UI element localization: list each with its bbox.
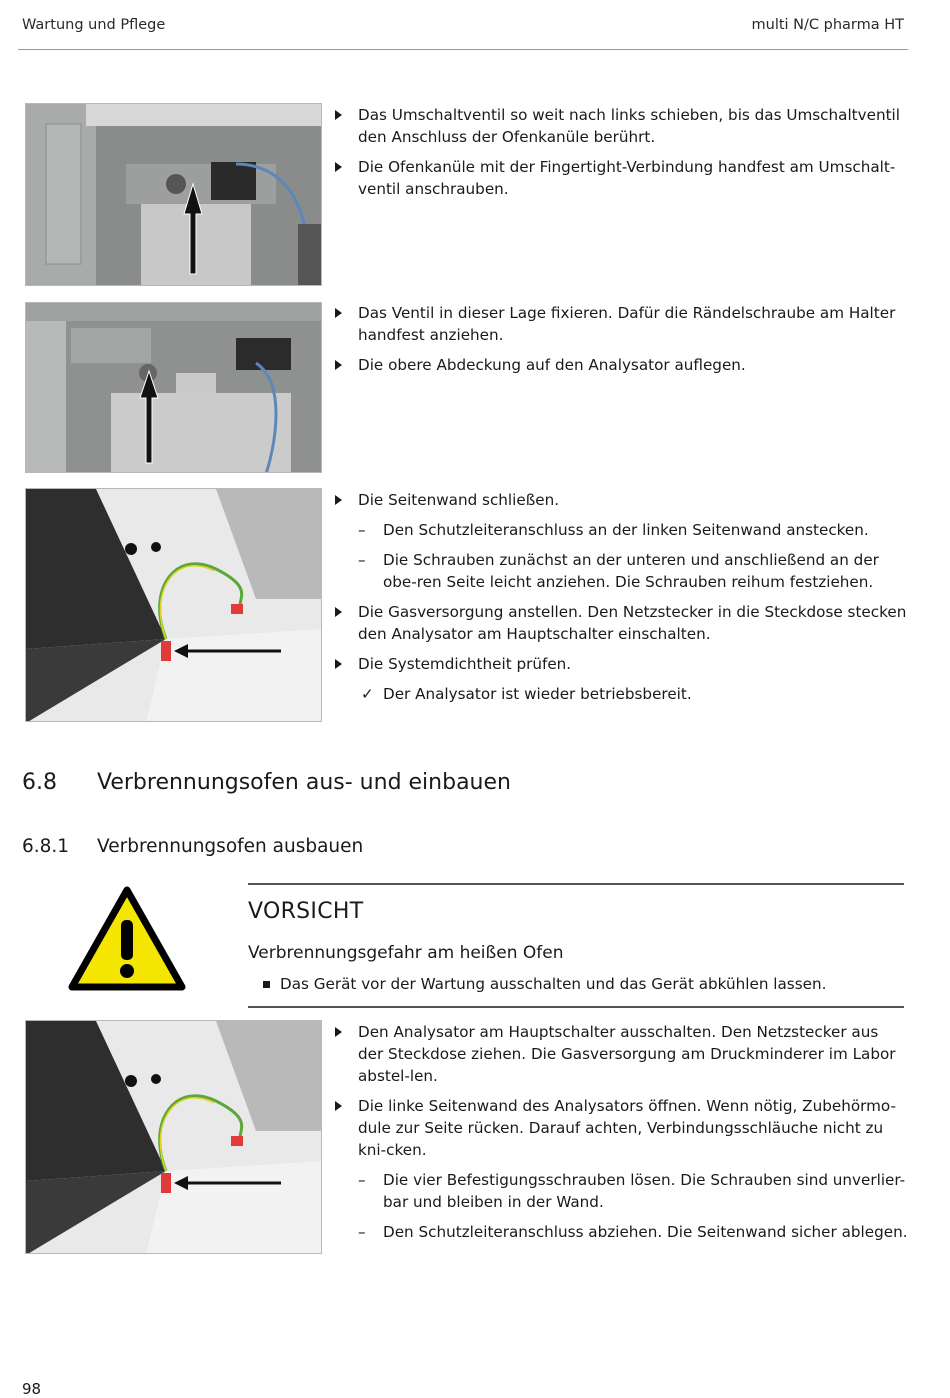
block-1 [333, 104, 908, 208]
step [333, 489, 908, 511]
warning-hazard: Verbrennungsgefahr am heißen Ofen [248, 943, 564, 963]
step [333, 302, 908, 346]
step [333, 1095, 908, 1161]
section-number: 6.8 [22, 770, 57, 795]
photo-switch-valve [25, 103, 322, 286]
step-arrow-icon [335, 110, 342, 120]
photo-valve-fixed [25, 302, 322, 473]
substep-text: Die vier Befestigungsschrauben lösen. Die Schrauben sind unverlier-bar und bleiben in der Wand. [383, 1171, 906, 1211]
step-text: Die Gasversorgung anstellen. Den Netzstecker in die Steckdose stecken den Analysator am Hauptschalter einschalten. [358, 603, 907, 643]
dash-bullet: – [358, 551, 366, 569]
step [333, 1021, 908, 1087]
square-bullet [263, 981, 270, 988]
substep-text: Den Schutzleiteranschluss an der linken Seitenwand anstecken. [383, 521, 869, 539]
step-text: Das Umschaltventil so weit nach links schieben, bis das Umschaltventil den Anschluss der Ofenkanüle berührt. [358, 106, 900, 146]
step-text: Die obere Abdeckung auf den Analysator auflegen. [358, 356, 746, 374]
step [333, 601, 908, 645]
warning-top-rule [248, 883, 904, 885]
section-title: Verbrennungsofen aus- und einbauen [97, 770, 511, 795]
step-text: Die linke Seitenwand des Analysators öffnen. Wenn nötig, Zubehörmo-dule zur Seite rücken. Darauf achten, Verbindungsschläuche nicht zu kni-cken. [358, 1097, 896, 1159]
warning-item [264, 975, 826, 993]
step-arrow-icon [335, 308, 342, 318]
step [333, 653, 908, 675]
dash-bullet: – [358, 1171, 366, 1189]
dash-bullet: – [358, 1223, 366, 1241]
header-left: Wartung und Pflege [22, 17, 166, 33]
step-text: Das Ventil in dieser Lage fixieren. Dafür die Rändelschraube am Halter handfest anziehen. [358, 304, 896, 344]
check-icon: ✓ [361, 685, 374, 703]
step-text: Die Systemdichtheit prüfen. [358, 655, 572, 673]
step-text: Die Ofenkanüle mit der Fingertight-Verbindung handfest am Umschalt-ventil anschrauben. [358, 158, 896, 198]
substep [333, 519, 908, 541]
block-4 [333, 1021, 908, 1251]
result [333, 683, 908, 705]
substep [333, 1169, 908, 1213]
substep-text: Die Schrauben zunächst an der unteren und anschließend an der obe-ren Seite leicht anziehen. Die Schrauben reihum festziehen. [383, 551, 879, 591]
step-text: Die Seitenwand schließen. [358, 491, 560, 509]
warning-bottom-rule [248, 1006, 904, 1008]
warning-triangle-icon [68, 886, 186, 996]
warning-signal-word: VORSICHT [248, 899, 364, 924]
subsection-title: Verbrennungsofen ausbauen [97, 836, 364, 857]
photo-side-wall [25, 488, 322, 722]
step-arrow-icon [335, 659, 342, 669]
step [333, 104, 908, 148]
step-text: Den Analysator am Hauptschalter ausschalten. Den Netzstecker aus der Steckdose ziehen. Die Gasversorgung am Druckminderer im Labor abstel-len. [358, 1023, 896, 1085]
header-right: multi N/C pharma HT [751, 17, 904, 33]
block-3 [333, 489, 908, 713]
header-rule [18, 49, 908, 50]
step-arrow-icon [335, 495, 342, 505]
step [333, 156, 908, 200]
step-arrow-icon [335, 1101, 342, 1111]
substep [333, 1221, 908, 1243]
step [333, 354, 908, 376]
result-text: Der Analysator ist wieder betriebsbereit. [383, 685, 692, 703]
substep-text: Den Schutzleiteranschluss abziehen. Die Seitenwand sicher ablegen. [383, 1223, 908, 1241]
page-number: 98 [22, 1380, 42, 1398]
substep [333, 549, 908, 593]
step-arrow-icon [335, 360, 342, 370]
block-2 [333, 302, 908, 384]
step-arrow-icon [335, 162, 342, 172]
photo-side-wall-remove [25, 1020, 322, 1254]
dash-bullet: – [358, 521, 366, 539]
step-arrow-icon [335, 1027, 342, 1037]
step-arrow-icon [335, 607, 342, 617]
subsection-number: 6.8.1 [22, 836, 70, 857]
warning-item-text: Das Gerät vor der Wartung ausschalten und das Gerät abkühlen lassen. [280, 975, 827, 993]
